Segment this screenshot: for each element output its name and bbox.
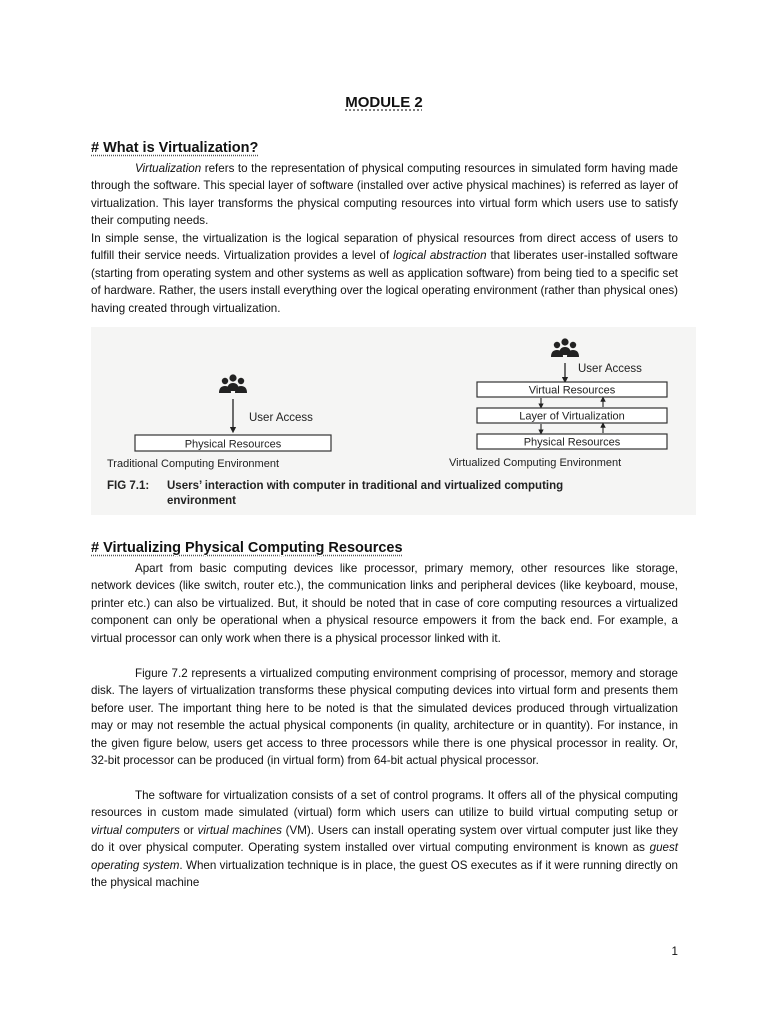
fig-right-virtual-box: Virtual Resources bbox=[528, 384, 616, 397]
fig-label: FIG 7.1: bbox=[107, 480, 150, 492]
paragraph-definition bbox=[91, 160, 678, 230]
paragraph-simple-sense bbox=[91, 230, 678, 317]
figure-7-1 bbox=[91, 327, 696, 515]
fig-right-layer-box: Layer of Virtualization bbox=[519, 410, 625, 423]
paragraph-apart-from: Apart from basic computing devices like processor, primary memory, other resources like storage, network devices (like switch, router etc.), the communication links and peripheral devices (like keyboard, mouse, printer etc.) can also be virtualized. But, it should be noted that in case of core computing resources a virtualized component can only be operational when a physical resource empowers it from the back end. For example, a virtual processor can only work when there is a physical processor linked with it. bbox=[91, 562, 678, 645]
section-heading-virtualizing-resources: # Virtualizing Physical Computing Resources bbox=[91, 540, 403, 556]
term-guest-operating-system: guest operating system bbox=[91, 841, 678, 872]
term-virtualization: Virtualization bbox=[135, 162, 202, 175]
term-virtual-computers: virtual computers bbox=[91, 823, 180, 837]
fig-caption-line1: Users’ interaction with computer in traditional and virtualized computing bbox=[167, 480, 564, 492]
fig-left-physical-box: Physical Resources bbox=[184, 438, 282, 451]
fig-right-access-label: User Access bbox=[578, 363, 642, 375]
fig-caption-line2: environment bbox=[167, 495, 237, 507]
p5-c: (VM). Users can install operating system over virtual computer just like they do it over physical computer. Operating system installed over virtual computing environment is known as bbox=[91, 823, 678, 855]
section-heading-virtualization: # What is Virtualization? bbox=[91, 140, 259, 156]
paragraph-definition-text: refers to the representation of physical computing resources in simulated form having made through the software. This special layer of software (installed over active physical machines) is referred as layer of virtualization. This layer transforms the physical computing resources into virtual form which users use to satisfy their computing needs. bbox=[91, 162, 678, 228]
term-logical-abstraction: logical abstraction bbox=[393, 249, 487, 263]
fig-left-access-label: User Access bbox=[249, 412, 313, 424]
fig-left-caption: Traditional Computing Environment bbox=[107, 458, 280, 470]
p5-d: . When virtualization technique is in place, the guest OS executes as if it were running directly on the physical machine bbox=[91, 858, 678, 890]
users-icon bbox=[219, 374, 247, 393]
paragraph-simple-sense-a: In simple sense, the virtualization is the logical separation of physical resources from direct access of users to fulfill their service needs. Virtualization provides a level of bbox=[91, 232, 678, 263]
page-number: 1 bbox=[671, 945, 678, 958]
paragraph-control-programs bbox=[91, 787, 678, 891]
users-icon bbox=[551, 338, 579, 357]
p5-b: or bbox=[179, 823, 198, 837]
fig-right-physical-box: Physical Resources bbox=[523, 436, 621, 449]
paragraph-figure-7-2: Figure 7.2 represents a virtualized computing environment comprising of processor, memory and storage disk. The layers of virtualization transforms these physical computing devices into virtual form and presents them before user. The important thing here to be noted is that the simulated devices produced through virtualization may or may not resemble the actual physical components (in quality, architecture or in quantity). For instance, in the given figure below, users get access to three processors while there is one physical processor in reality. Or, 32-bit processor can be produced (in virtual form) from 64-bit actual physical processor. bbox=[91, 667, 678, 768]
module-title: MODULE 2 bbox=[345, 94, 423, 111]
term-virtual-machines: virtual machines bbox=[197, 823, 282, 837]
fig-right-caption: Virtualized Computing Environment bbox=[449, 457, 622, 469]
p5-a: The software for virtualization consists of a set of control programs. It offers all of the physical computing resources in custom made simulated (virtual) form which users can utilize to build virtual computing setup or bbox=[91, 789, 678, 820]
paragraph-simple-sense-b: that liberates user-installed software (starting from operating system and other systems as well as application software) from being tied to a specific set of hardware. Rather, the users install everything over the logical operating environment (rather than physical ones) having created through virtualization. bbox=[91, 249, 679, 315]
